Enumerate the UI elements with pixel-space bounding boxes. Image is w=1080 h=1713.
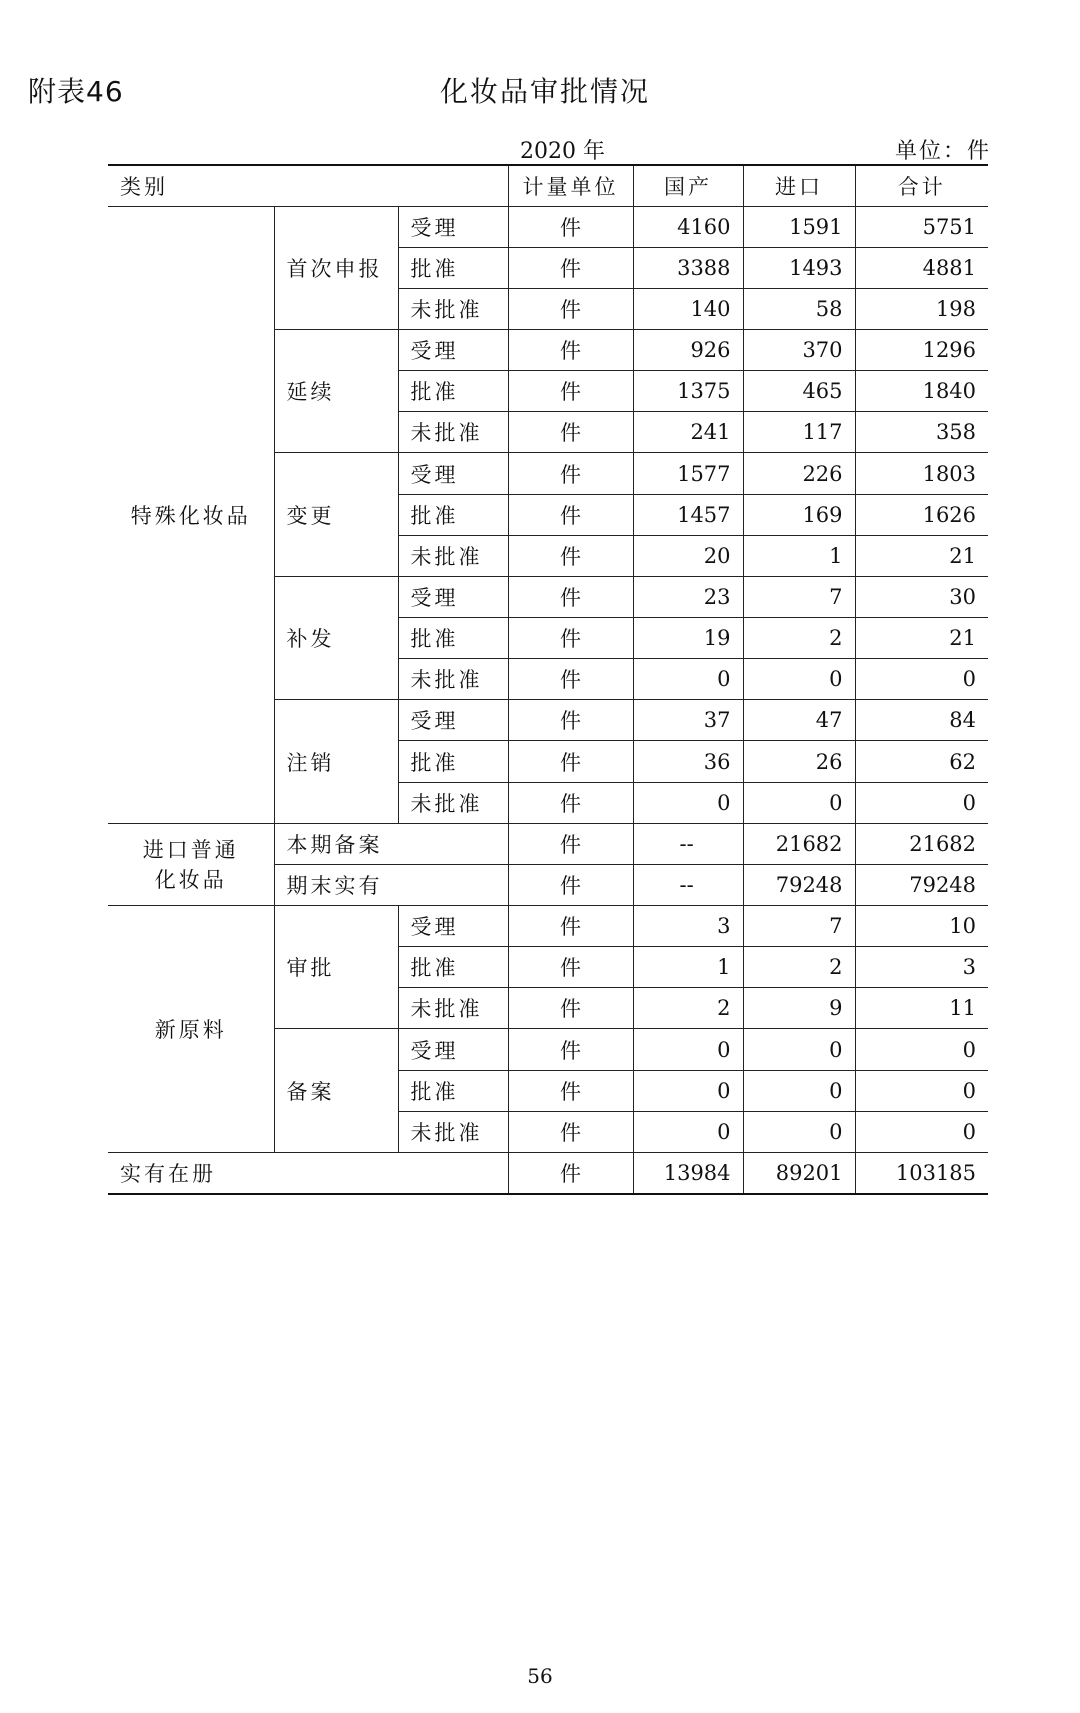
total-cell: 62 bbox=[855, 741, 988, 782]
status-cell: 未批准 bbox=[398, 782, 508, 823]
imported-cell: 26 bbox=[743, 741, 855, 782]
page-number: 56 bbox=[527, 1664, 553, 1688]
domestic-cell: 1 bbox=[633, 947, 743, 988]
unit-label: 单位：件 bbox=[895, 139, 992, 164]
unit-cell: 件 bbox=[508, 453, 633, 494]
status-cell: 批准 bbox=[398, 371, 508, 412]
imported-cell: 2 bbox=[743, 618, 855, 659]
imported-cell: 1493 bbox=[743, 247, 855, 288]
imported-cell: 0 bbox=[743, 1029, 855, 1070]
status-cell: 未批准 bbox=[398, 535, 508, 576]
subcategory-cell: 变更 bbox=[274, 453, 398, 576]
unit-cell: 件 bbox=[508, 1111, 633, 1152]
status-cell: 受理 bbox=[398, 1029, 508, 1070]
unit-cell: 件 bbox=[508, 988, 633, 1029]
total-cell: 0 bbox=[855, 1029, 988, 1070]
domestic-cell: 36 bbox=[633, 741, 743, 782]
unit-cell: 件 bbox=[508, 371, 633, 412]
domestic-cell: 0 bbox=[633, 659, 743, 700]
unit-cell: 件 bbox=[508, 206, 633, 247]
imported-cell: 169 bbox=[743, 494, 855, 535]
unit-cell: 件 bbox=[508, 782, 633, 823]
status-cell: 受理 bbox=[398, 576, 508, 617]
domestic-cell: 140 bbox=[633, 288, 743, 329]
unit-cell: 件 bbox=[508, 288, 633, 329]
domestic-cell: 23 bbox=[633, 576, 743, 617]
subcategory-cell: 本期备案 bbox=[274, 823, 508, 864]
registered-label: 实有在册 bbox=[108, 1152, 508, 1193]
status-cell: 批准 bbox=[398, 618, 508, 659]
total-cell: 21 bbox=[855, 618, 988, 659]
unit-cell: 件 bbox=[508, 412, 633, 453]
total-cell: 3 bbox=[855, 947, 988, 988]
domestic-cell: 0 bbox=[633, 1111, 743, 1152]
imported-cell: 117 bbox=[743, 412, 855, 453]
unit-cell: 件 bbox=[508, 247, 633, 288]
domestic-cell: -- bbox=[633, 823, 743, 864]
total-cell: 21 bbox=[855, 535, 988, 576]
domestic-cell: -- bbox=[633, 864, 743, 905]
total-cell: 103185 bbox=[855, 1152, 988, 1193]
total-cell: 4881 bbox=[855, 247, 988, 288]
status-cell: 未批准 bbox=[398, 1111, 508, 1152]
total-cell: 21682 bbox=[855, 823, 988, 864]
table-row bbox=[108, 823, 988, 864]
column-header-imported: 进口 bbox=[743, 165, 855, 206]
imported-cell: 0 bbox=[743, 1111, 855, 1152]
appendix-label: 附表46 bbox=[28, 75, 124, 108]
year-label: 2020 年 bbox=[520, 139, 605, 164]
unit-cell: 件 bbox=[508, 1029, 633, 1070]
status-cell: 受理 bbox=[398, 453, 508, 494]
status-cell: 受理 bbox=[398, 206, 508, 247]
domestic-cell: 13984 bbox=[633, 1152, 743, 1193]
status-cell: 受理 bbox=[398, 700, 508, 741]
unit-cell: 件 bbox=[508, 906, 633, 947]
status-cell: 未批准 bbox=[398, 659, 508, 700]
status-cell: 未批准 bbox=[398, 288, 508, 329]
domestic-cell: 3388 bbox=[633, 247, 743, 288]
imported-cell: 9 bbox=[743, 988, 855, 1029]
unit-cell: 件 bbox=[508, 823, 633, 864]
status-cell: 受理 bbox=[398, 330, 508, 371]
imported-cell: 7 bbox=[743, 576, 855, 617]
category-line: 进口普通 bbox=[142, 838, 239, 863]
domestic-cell: 241 bbox=[633, 412, 743, 453]
total-cell: 1296 bbox=[855, 330, 988, 371]
imported-cell: 465 bbox=[743, 371, 855, 412]
subcategory-cell: 补发 bbox=[274, 576, 398, 699]
header-row bbox=[108, 165, 988, 206]
imported-cell: 0 bbox=[743, 782, 855, 823]
total-cell: 11 bbox=[855, 988, 988, 1029]
unit-cell: 件 bbox=[508, 535, 633, 576]
imported-cell: 89201 bbox=[743, 1152, 855, 1193]
total-cell: 30 bbox=[855, 576, 988, 617]
total-cell: 79248 bbox=[855, 864, 988, 905]
domestic-cell: 926 bbox=[633, 330, 743, 371]
domestic-cell: 4160 bbox=[633, 206, 743, 247]
status-cell: 批准 bbox=[398, 947, 508, 988]
unit-cell: 件 bbox=[508, 700, 633, 741]
domestic-cell: 37 bbox=[633, 700, 743, 741]
table-row bbox=[108, 206, 988, 247]
total-cell: 10 bbox=[855, 906, 988, 947]
unit-cell: 件 bbox=[508, 494, 633, 535]
status-cell: 未批准 bbox=[398, 988, 508, 1029]
subcategory-cell: 首次申报 bbox=[274, 206, 398, 329]
imported-cell: 7 bbox=[743, 906, 855, 947]
imported-cell: 1591 bbox=[743, 206, 855, 247]
total-row bbox=[108, 1152, 988, 1193]
status-cell: 批准 bbox=[398, 494, 508, 535]
domestic-cell: 0 bbox=[633, 1070, 743, 1111]
domestic-cell: 1457 bbox=[633, 494, 743, 535]
column-header-category: 类别 bbox=[108, 165, 508, 206]
subcategory-cell: 审批 bbox=[274, 906, 398, 1029]
imported-cell: 1 bbox=[743, 535, 855, 576]
unit-cell: 件 bbox=[508, 947, 633, 988]
unit-cell: 件 bbox=[508, 659, 633, 700]
unit-cell: 件 bbox=[508, 1070, 633, 1111]
total-cell: 84 bbox=[855, 700, 988, 741]
imported-cell: 58 bbox=[743, 288, 855, 329]
subcategory-cell: 延续 bbox=[274, 330, 398, 453]
status-cell: 未批准 bbox=[398, 412, 508, 453]
imported-cell: 21682 bbox=[743, 823, 855, 864]
domestic-cell: 0 bbox=[633, 782, 743, 823]
total-cell: 0 bbox=[855, 1111, 988, 1152]
category-new-raw-material: 新原料 bbox=[108, 906, 274, 1153]
unit-cell: 件 bbox=[508, 864, 633, 905]
domestic-cell: 0 bbox=[633, 1029, 743, 1070]
total-cell: 1803 bbox=[855, 453, 988, 494]
category-special-cosmetics: 特殊化妆品 bbox=[108, 206, 274, 823]
unit-cell: 件 bbox=[508, 576, 633, 617]
domestic-cell: 2 bbox=[633, 988, 743, 1029]
approval-table bbox=[108, 164, 988, 1195]
total-cell: 0 bbox=[855, 1070, 988, 1111]
status-cell: 批准 bbox=[398, 741, 508, 782]
domestic-cell: 20 bbox=[633, 535, 743, 576]
table-row bbox=[108, 906, 988, 947]
subcategory-cell: 备案 bbox=[274, 1029, 398, 1152]
unit-cell: 件 bbox=[508, 618, 633, 659]
domestic-cell: 1375 bbox=[633, 371, 743, 412]
total-cell: 358 bbox=[855, 412, 988, 453]
imported-cell: 2 bbox=[743, 947, 855, 988]
total-cell: 5751 bbox=[855, 206, 988, 247]
total-cell: 0 bbox=[855, 659, 988, 700]
domestic-cell: 19 bbox=[633, 618, 743, 659]
category-imported-general-cosmetics bbox=[108, 823, 274, 905]
unit-cell: 件 bbox=[508, 1152, 633, 1193]
unit-cell: 件 bbox=[508, 741, 633, 782]
imported-cell: 0 bbox=[743, 1070, 855, 1111]
domestic-cell: 1577 bbox=[633, 453, 743, 494]
total-cell: 198 bbox=[855, 288, 988, 329]
page-title: 化妆品审批情况 bbox=[440, 75, 651, 108]
imported-cell: 226 bbox=[743, 453, 855, 494]
column-header-domestic: 国产 bbox=[633, 165, 743, 206]
imported-cell: 370 bbox=[743, 330, 855, 371]
total-cell: 1840 bbox=[855, 371, 988, 412]
imported-cell: 0 bbox=[743, 659, 855, 700]
status-cell: 批准 bbox=[398, 247, 508, 288]
total-cell: 1626 bbox=[855, 494, 988, 535]
column-header-total: 合计 bbox=[855, 165, 988, 206]
subcategory-cell: 注销 bbox=[274, 700, 398, 823]
subcategory-cell: 期末实有 bbox=[274, 864, 508, 905]
imported-cell: 47 bbox=[743, 700, 855, 741]
imported-cell: 79248 bbox=[743, 864, 855, 905]
category-line: 化妆品 bbox=[154, 868, 227, 893]
domestic-cell: 3 bbox=[633, 906, 743, 947]
status-cell: 受理 bbox=[398, 906, 508, 947]
status-cell: 批准 bbox=[398, 1070, 508, 1111]
total-cell: 0 bbox=[855, 782, 988, 823]
unit-cell: 件 bbox=[508, 330, 633, 371]
column-header-unit: 计量单位 bbox=[508, 165, 633, 206]
